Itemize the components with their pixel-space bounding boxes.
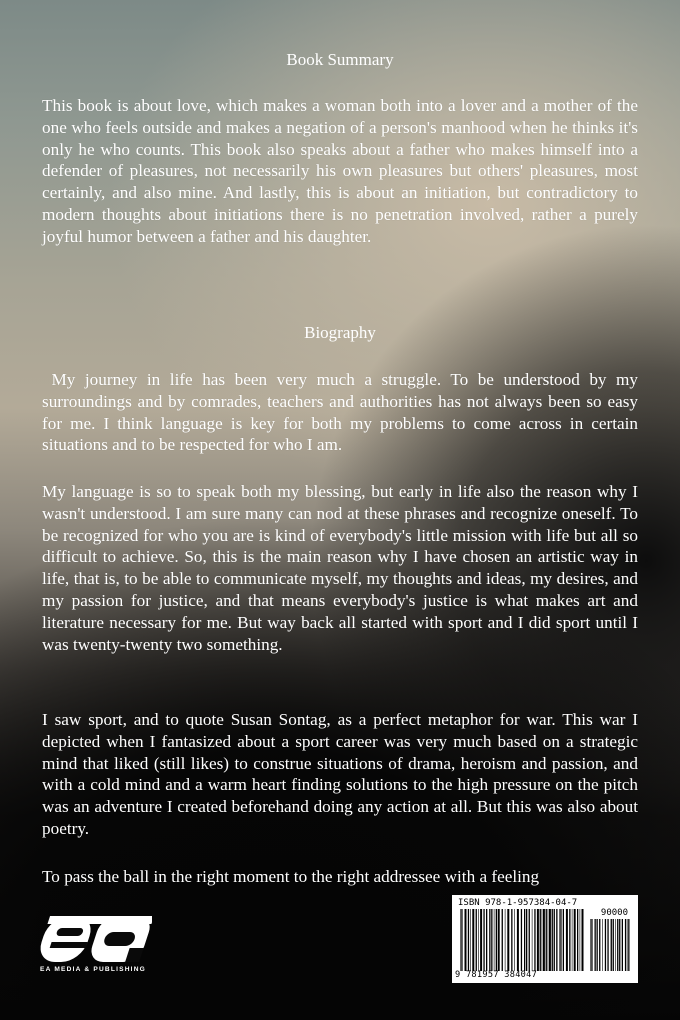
barcode-bar bbox=[566, 909, 568, 971]
barcode-bar bbox=[552, 909, 553, 971]
barcode-bar bbox=[489, 909, 490, 971]
summary-heading: Book Summary bbox=[286, 50, 394, 69]
barcode-bar bbox=[491, 909, 492, 971]
barcode-bar bbox=[569, 909, 570, 971]
barcode-bar bbox=[514, 909, 515, 971]
barcode-bar bbox=[617, 919, 618, 971]
barcode-bar bbox=[494, 909, 495, 971]
biography-heading: Biography bbox=[304, 323, 376, 342]
barcode-bar bbox=[505, 909, 506, 971]
barcode-bar bbox=[470, 909, 471, 971]
barcode-bar bbox=[483, 909, 484, 971]
biography-paragraph-3: I saw sport, and to quote Susan Sontag, as a perfect metaphor for war. This war I depicted when I fantasized about a sport career was very much based on a strategic mind that liked (still likes) to construe situations of drama, heroism and passion, and with a cold mind and a warm heart finding solutions to the high pressure on the pitch was an adventure I created beforehand doing any action at all. But this was also about poetry. bbox=[42, 710, 638, 838]
barcode-bar bbox=[468, 909, 469, 971]
barcode-bar bbox=[502, 909, 503, 971]
barcode-bar bbox=[605, 919, 606, 971]
barcode-bar bbox=[607, 919, 608, 971]
barcode-bar bbox=[517, 909, 519, 971]
barcode-bar bbox=[574, 909, 576, 971]
barcode-bar bbox=[537, 909, 539, 971]
price-code: 90000 bbox=[600, 908, 628, 918]
barcode-bar bbox=[625, 919, 626, 971]
barcode-bar bbox=[572, 909, 573, 971]
summary-paragraph: This book is about love, which makes a woman both into a lover and a mother of the one who feels outside and makes a negation of a person's manhood when he thinks it's only he who counts. This book also speaks about a father who makes himself into a defender of pleasures, not necessarily his own pleasures but others' pleasures, most certainly, and also mine. And lastly, this is about an initiation, but contradictory to modern thoughts about initiations there is no penetration involved, rather a purely joyful humor between a father and his daughter. bbox=[42, 96, 638, 246]
biography-paragraph-1: My journey in life has been very much a struggle. To be understood by my surroundings and by comrades, teachers and authorities has not always been so easy for me. I think language is key for both my problems to come across in certain situations and to be respected for who I am. bbox=[42, 370, 643, 455]
barcode-bar bbox=[543, 909, 545, 971]
barcode-bar bbox=[628, 919, 629, 971]
barcode-bar bbox=[542, 909, 543, 971]
barcode-bar bbox=[532, 909, 533, 971]
barcode-bar bbox=[511, 909, 512, 971]
biography-paragraph-2: My language is so to speak both my blessing, but early in life also the reason why I wasn't understood. I am sure many can nod at these phrases and recognize oneself. To be recognized for who you are is kind of everybody's little mission with life but all so difficult to achieve. So, this is the main reason why I have chosen an artistic way in life, that is, to be able to communicate myself, my thoughts and ideas, my desires, and my passion for justice, and that means everybody's justice is what makes art and literature necessary for me. But way back all started with sport and I did sport until I was twenty-twenty two something. bbox=[42, 482, 638, 654]
barcode-bar bbox=[563, 909, 564, 971]
barcode-bar bbox=[559, 909, 560, 971]
barcode-bar bbox=[619, 919, 620, 971]
barcode-addon-bars bbox=[590, 919, 630, 971]
isbn-barcode bbox=[452, 895, 638, 983]
barcode-bar bbox=[622, 919, 623, 971]
barcode-bar bbox=[461, 909, 462, 971]
barcode-bar bbox=[524, 909, 525, 971]
barcode-bar bbox=[534, 909, 535, 971]
barcode-bar bbox=[554, 909, 555, 971]
barcode-bar bbox=[577, 909, 578, 971]
barcode-bar bbox=[549, 909, 551, 971]
barcode-bar bbox=[591, 919, 592, 971]
barcode-bar bbox=[602, 919, 603, 971]
barcode-bar bbox=[580, 909, 581, 971]
barcode-bar bbox=[548, 909, 549, 971]
barcode-bar bbox=[472, 909, 474, 971]
isbn-digits: 9 781957 384047 bbox=[455, 970, 538, 980]
barcode-bar bbox=[546, 909, 547, 971]
barcode-bar bbox=[595, 919, 596, 971]
barcode-bar bbox=[611, 919, 612, 971]
isbn-label: ISBN 978-1-957384-04-7 bbox=[458, 898, 578, 908]
barcode-bar bbox=[460, 909, 461, 971]
barcode-bar bbox=[496, 909, 497, 971]
publisher-logo-letters: ea bbox=[34, 910, 35, 911]
barcode-bar bbox=[582, 909, 584, 971]
barcode-bar bbox=[476, 909, 477, 971]
barcode-bar bbox=[480, 909, 482, 971]
barcode-bar bbox=[561, 909, 562, 971]
barcode-bar bbox=[486, 909, 487, 971]
barcode-bar bbox=[599, 919, 600, 971]
barcode-bar bbox=[507, 909, 509, 971]
barcode-bar bbox=[478, 909, 479, 971]
publisher-name: EA MEDIA & PUBLISHING bbox=[39, 966, 147, 973]
barcode-bar bbox=[498, 909, 500, 971]
barcode-bar bbox=[615, 919, 616, 971]
barcode-bar bbox=[597, 919, 598, 971]
barcode-bar bbox=[465, 909, 467, 971]
biography-paragraph-4: To pass the ball in the right moment to the right addressee with a feeling bbox=[42, 867, 540, 886]
barcode-bar bbox=[521, 909, 522, 971]
barcode-bar bbox=[556, 909, 557, 971]
barcode-bar bbox=[613, 919, 614, 971]
barcode-bar bbox=[627, 919, 628, 971]
barcode-bar bbox=[590, 919, 591, 971]
barcode-bar bbox=[540, 909, 541, 971]
barcode-bar bbox=[529, 909, 530, 971]
barcode-bar bbox=[526, 909, 527, 971]
barcode-bars bbox=[460, 909, 584, 971]
